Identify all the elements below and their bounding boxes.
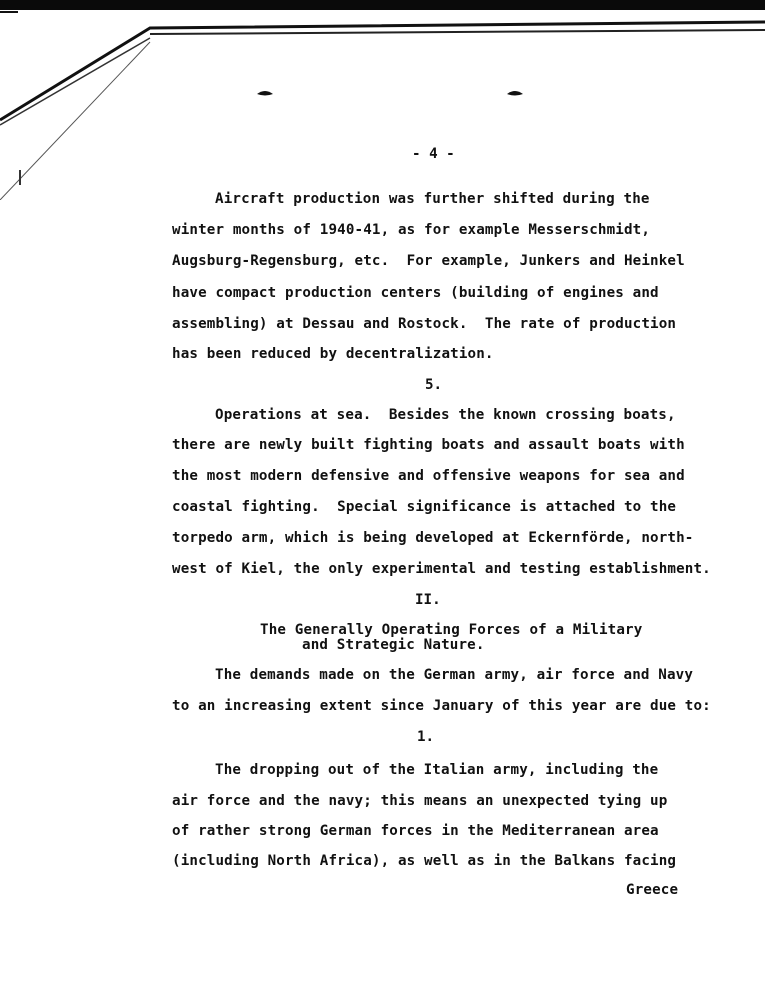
text-line: assembling) at Dessau and Rostock. The rate of production <box>172 316 677 332</box>
text-line: Aircraft production was further shifted during the <box>215 191 650 207</box>
text-line: Operations at sea. Besides the known crossing boats, <box>215 407 676 423</box>
item-number-1: 1. <box>417 729 435 745</box>
text-line: Augsburg-Regensburg, etc. For example, Junkers and Heinkel <box>172 253 685 269</box>
text-line: west of Kiel, the only experimental and testing establishment. <box>172 561 711 577</box>
text-line: has been reduced by decentralization. <box>172 346 494 362</box>
page-number: - 4 - <box>412 146 455 162</box>
text-line: (including North Africa), as well as in the Balkans facing <box>172 853 677 869</box>
section-numeral-ii: II. <box>415 592 441 608</box>
text-line: to an increasing extent since January of this year are due to: <box>172 698 711 714</box>
text-line: coastal fighting. Special significance is attached to the <box>172 499 677 515</box>
text-line: have compact production centers (building of engines and <box>172 285 659 301</box>
heading-line: and Strategic Nature. <box>302 637 485 653</box>
scan-fold-artifact <box>0 0 765 200</box>
text-line: of rather strong German forces in the Mediterranean area <box>172 823 659 839</box>
text-line: winter months of 1940-41, as for example Messerschmidt, <box>172 222 651 238</box>
catchword: Greece <box>626 882 679 898</box>
text-line: there are newly built fighting boats and assault boats with <box>172 437 685 453</box>
text-line: air force and the navy; this means an unexpected tying up <box>172 793 668 809</box>
scan-top-border <box>0 0 765 10</box>
heading-line: The Generally Operating Forces of a Military <box>260 622 643 638</box>
text-line: The demands made on the German army, air force and Navy <box>215 667 694 683</box>
text-line: torpedo arm, which is being developed at Eckernförde, north- <box>172 530 694 546</box>
section-number-5: 5. <box>425 377 443 393</box>
text-line: the most modern defensive and offensive weapons for sea and <box>172 468 685 484</box>
text-line: The dropping out of the Italian army, including the <box>215 762 659 778</box>
